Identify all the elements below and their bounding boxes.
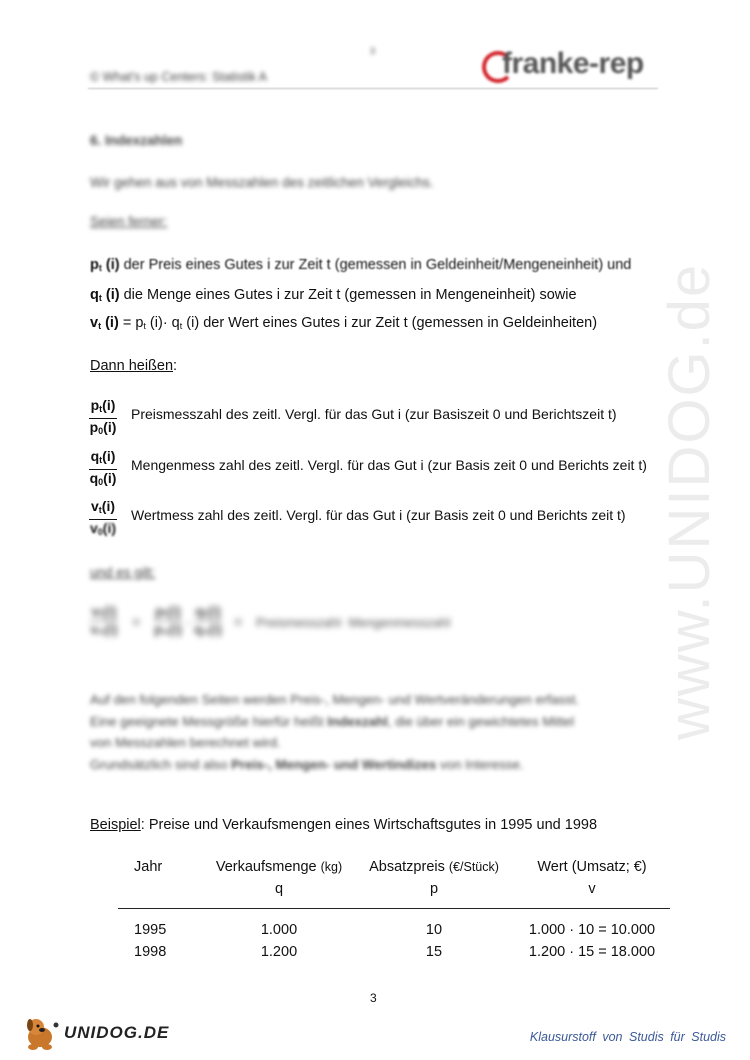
ratio-preis-fraction <box>87 397 119 440</box>
def-q-symbol: $q_t$ (i) <box>90 287 120 303</box>
th-symbol-q: q <box>274 881 284 897</box>
header-page-number: 3 <box>370 46 376 56</box>
dann-heissen: Dann heißen: <box>90 358 178 374</box>
identity-lhs: vₜ(i) v₀(i) <box>90 603 118 638</box>
th-wert: Wert (Umsatz; €) <box>537 859 647 875</box>
def-p-text: der Preis eines Gutes i zur Zeit t (gemessen in Geldeinheit/Mengeneinheit) und <box>119 257 632 273</box>
ratio-mengen-fraction <box>87 448 119 491</box>
example-table <box>118 856 670 963</box>
ratio-wert-label: Wertmess zahl des zeitl. Vergl. für das Gut i (zur Basis zeit 0 und Berichts zeit t) <box>131 507 626 523</box>
page-number: 3 <box>370 991 377 1005</box>
identity-r1: pₜ(i) p₀(i) <box>153 603 183 638</box>
ratio-wert-den: $v_0(i)$ <box>89 520 117 538</box>
ratio-wert-fraction <box>87 498 119 541</box>
ratio-mengen-num: $q_t(i)$ <box>90 448 116 465</box>
ratio-mengen-label: Mengenmess zahl des zeitl. Vergl. für das Gut i (zur Basis zeit 0 und Berichts zeit t) <box>131 457 647 473</box>
seien-ferner: Seien ferner: <box>90 214 168 229</box>
identity-r2: qₜ(i) q₀(i) <box>193 603 223 638</box>
footer-slogan: Klausurstoff von Studis für Studis <box>529 1030 726 1044</box>
header-left-text: © What's up Centers: Statistik A <box>90 70 267 84</box>
section-title: 6. Indexzahlen <box>90 133 183 148</box>
dog-icon <box>22 1015 62 1051</box>
th-jahr: Jahr <box>134 859 163 875</box>
th-symbol-p: p <box>429 881 439 897</box>
table-symbol-row <box>118 878 670 900</box>
table-row: 1995 1.000 10 1.000 · 10 = 10.000 <box>134 922 656 938</box>
def-v-symbol: $v_t$ (i) <box>90 315 119 331</box>
th-absatzpreis: Absatzpreis (€/Stück) <box>369 859 499 875</box>
franke-rep-logo <box>480 45 660 89</box>
unidog-logo <box>22 1015 170 1051</box>
watermark: www.UNIDOG.de <box>657 262 722 740</box>
definition-q <box>90 287 577 303</box>
definition-v <box>90 315 597 331</box>
ratio-preis-den: $p_0(i)$ <box>89 419 117 437</box>
def-q-text: die Menge eines Gutes i zur Zeit t (gemessen in Mengeneinheit) sowie <box>119 287 577 303</box>
th-symbol-v: v <box>588 881 596 897</box>
table-rule <box>118 900 670 909</box>
ratio-mengen-den: $q_0(i)$ <box>89 470 117 488</box>
table-header-row <box>118 856 670 878</box>
unidog-text: UNIDOG.DE <box>64 1023 170 1042</box>
section-intro: Wir gehen aus von Messzahlen des zeitlichen Vergleichs. <box>90 175 434 190</box>
ratio-preis-num: $p_t(i)$ <box>90 397 116 414</box>
table-row: 1998 1.200 15 1.200 · 15 = 18.000 <box>134 944 656 960</box>
ratio-wert-num: $v_t(i)$ <box>90 498 115 515</box>
ratio-preis-label: Preismesszahl des zeitl. Vergl. für das Gut i (zur Basiszeit 0 und Berichtszeit t) <box>131 406 617 422</box>
th-verkaufsmenge: Verkaufsmenge (kg) <box>215 859 343 875</box>
logo-text: franke-rep <box>502 47 644 80</box>
identity-formula: vₜ(i) v₀(i) = pₜ(i) p₀(i) · qₜ(i) q₀(i) = Preismesszahl· Mengenmesszahl <box>88 603 508 645</box>
definition-p <box>90 257 631 273</box>
def-p-symbol: $p_t$ (i) <box>90 257 120 273</box>
index-paragraph: Auf den folgenden Seiten werden Preis-, Mengen- und Wertveränderungen erfasst. Eine geeignete Messgröße hierfür heißt Indexzahl, die über ein gewichtetes Mittel von Messzahlen berechnet wird. Grundsätzlich sind also Preis-, Mengen- und Wertindizes von Interesse. <box>90 692 580 772</box>
und-es-gilt: und es gilt: <box>90 565 156 580</box>
example-heading: Beispiel: Preise und Verkaufsmengen eines Wirtschaftsgutes in 1995 und 1998 <box>90 817 598 833</box>
def-v-text: = $p_t$ $(i)\cdot q_t$ (i) der Wert eines Gutes i zur Zeit t (gemessen in Geldeinheiten) <box>118 315 598 331</box>
